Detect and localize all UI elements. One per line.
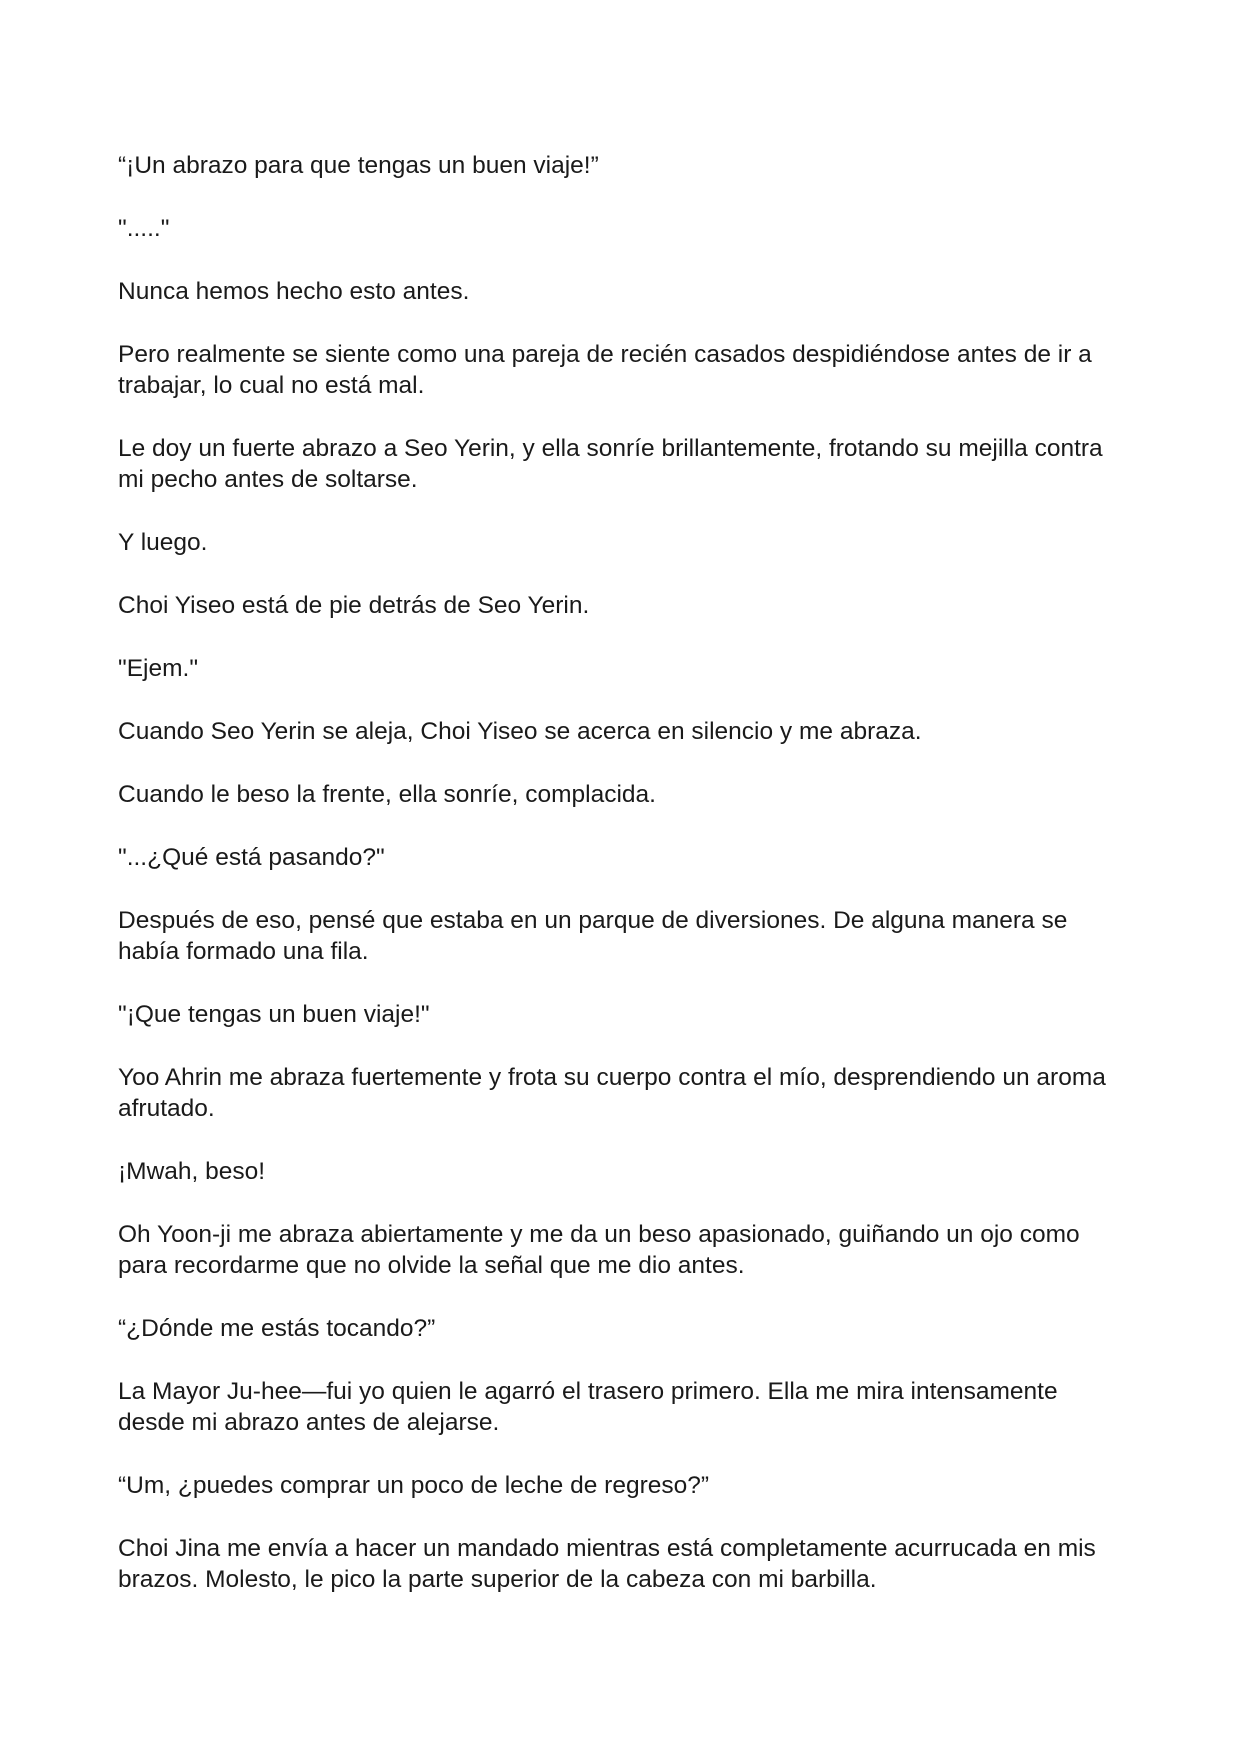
paragraph-8: "Ejem.": [118, 655, 199, 682]
paragraph-4: Pero realmente se siente como una pareja de recién casados despidiéndose antes de ir a trabajar, lo cual no está mal.: [118, 341, 1092, 399]
paragraph-16: Oh Yoon-ji me abraza abiertamente y me da un beso apasionado, guiñando un ojo como para recordarme que no olvide la señal que me dio antes.: [118, 1221, 1080, 1279]
paragraph-10: Cuando le beso la frente, ella sonríe, complacida.: [118, 781, 656, 808]
paragraph-14: Yoo Ahrin me abraza fuertemente y frota su cuerpo contra el mío, desprendiendo un aroma afrutado.: [118, 1064, 1106, 1122]
paragraph-18: La Mayor Ju-hee—fui yo quien le agarró el trasero primero. Ella me mira intensamente desde mi abrazo antes de alejarse.: [118, 1378, 1058, 1436]
document-page: [118, 150, 1128, 1627]
paragraph-2: ".....": [118, 215, 170, 242]
paragraph-7: Choi Yiseo está de pie detrás de Seo Yerin.: [118, 592, 590, 619]
paragraph-19: “Um, ¿puedes comprar un poco de leche de regreso?”: [118, 1472, 710, 1499]
paragraph-6: Y luego.: [118, 529, 208, 556]
paragraph-12: Después de eso, pensé que estaba en un parque de diversiones. De alguna manera se había formado una fila.: [118, 907, 1068, 965]
paragraph-20: Choi Jina me envía a hacer un mandado mientras está completamente acurrucada en mis brazos. Molesto, le pico la parte superior de la cabeza con mi barbilla.: [118, 1535, 1096, 1593]
paragraph-13: "¡Que tengas un buen viaje!": [118, 1001, 430, 1028]
paragraph-11: "...¿Qué está pasando?": [118, 844, 385, 871]
paragraph-5: Le doy un fuerte abrazo a Seo Yerin, y ella sonríe brillantemente, frotando su mejilla contra mi pecho antes de soltarse.: [118, 435, 1103, 493]
paragraph-17: “¿Dónde me estás tocando?”: [118, 1315, 436, 1342]
paragraph-3: Nunca hemos hecho esto antes.: [118, 278, 470, 305]
paragraph-1: “¡Un abrazo para que tengas un buen viaje!”: [118, 152, 599, 179]
paragraph-9: Cuando Seo Yerin se aleja, Choi Yiseo se acerca en silencio y me abraza.: [118, 718, 922, 745]
paragraph-15: ¡Mwah, beso!: [118, 1158, 266, 1185]
